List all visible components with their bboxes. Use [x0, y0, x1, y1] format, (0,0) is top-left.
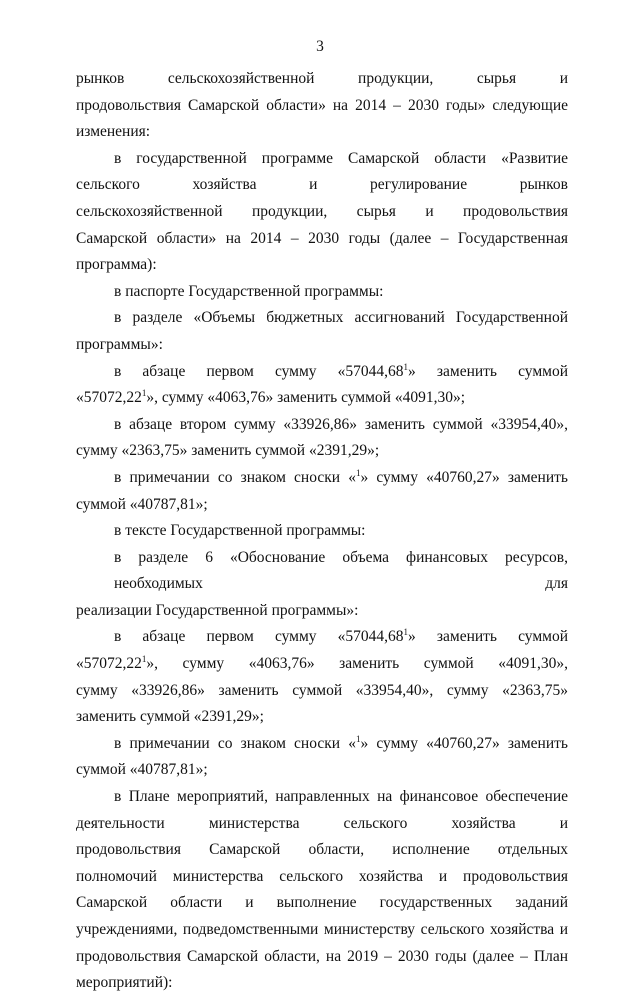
paragraph-first-clause	[76, 359, 568, 412]
text-line: в тексте Государственной программы:	[114, 522, 366, 540]
text-line: продовольствия Самарской области, на 2019 – 2030 годы (далее – План мероприятий):	[76, 947, 568, 992]
footnote-mark: 1	[403, 361, 409, 372]
text-line: рынков сельскохозяйственной продукции, сырья и	[76, 70, 568, 87]
text-line: в разделе 6 «Обоснование объема финансовых ресурсов, необходимых для	[114, 548, 568, 593]
text-line: суммой «40787,81»;	[76, 761, 208, 779]
text-line: сумму «33926,86» заменить суммой «33954,40», сумму «2363,75» заменить суммой «2391,29»;	[76, 681, 568, 726]
footnote-mark: 1	[355, 733, 361, 744]
text-line: в абзаце втором сумму «33926,86» заменить суммой «33954,40»,	[114, 415, 568, 433]
document-body	[76, 66, 568, 997]
text-line: деятельности министерства сельского хозяйства и	[76, 814, 568, 832]
paragraph-program-text	[76, 518, 568, 545]
text-line: в примечании со знаком сноски «$^1$» сумму «40760,27» заменить	[114, 733, 568, 752]
footnote-mark: 1	[355, 467, 361, 478]
text-line: реализации Государственной программы»:	[76, 601, 359, 619]
text-line: в паспорте Государственной программы:	[114, 282, 384, 300]
paragraph-second-clause	[76, 412, 568, 465]
text-line: продовольствия Самарской области» на 2014 – 2030 годы» следующие изменения:	[76, 96, 568, 141]
text-line: в Плане мероприятий, направленных на финансовое обеспечение	[114, 788, 568, 806]
text-line: «57072,22$^1$», сумму «4063,76» заменить суммой «4091,30»,	[76, 654, 568, 673]
footnote-mark: 1	[403, 627, 409, 638]
text-line: полномочий министерства сельского хозяйства и продовольствия	[76, 867, 568, 885]
text-line: программы»:	[76, 335, 163, 353]
paragraph-passport	[76, 279, 568, 306]
text-line: в абзаце первом сумму «57044,68$^1$» заменить суммой	[114, 627, 568, 646]
text-line: продовольствия Самарской области, исполнение отдельных	[76, 841, 568, 859]
text-line: в государственной программе Самарской области «Развитие	[114, 149, 568, 167]
paragraph-plan	[76, 784, 568, 997]
text-line: сумму «2363,75» заменить суммой «2391,29»;	[76, 442, 380, 460]
text-line: суммой «40787,81»;	[76, 495, 208, 513]
paragraph-intro	[76, 66, 568, 146]
footnote-mark: 1	[141, 654, 147, 665]
text-line: Самарской области» на 2014 – 2030 годы (далее – Государственная программа):	[76, 229, 568, 274]
paragraph-section-6	[76, 545, 568, 625]
text-line: сельского хозяйства и регулирование рынков	[76, 176, 568, 194]
paragraph-state-program	[76, 146, 568, 279]
text-line: Самарской области и выполнение государственных заданий	[76, 894, 568, 912]
paragraph-first-clause-2	[76, 624, 568, 730]
text-line: в примечании со знаком сноски «$^1$» сумму «40760,27» заменить	[114, 467, 568, 486]
text-line: сельскохозяйственной продукции, сырья и продовольствия	[76, 202, 568, 220]
text-line: учреждениями, подведомственными министерству сельского хозяйства и	[76, 921, 568, 938]
text-line: в абзаце первом сумму «57044,68$^1$» заменить суммой	[114, 361, 568, 380]
paragraph-section-volumes	[76, 305, 568, 358]
page-number: 3	[316, 38, 324, 55]
paragraph-footnote-note	[76, 465, 568, 518]
text-line: «57072,22$^1$», сумму «4063,76» заменить суммой «4091,30»;	[76, 388, 466, 407]
paragraph-footnote-note-2	[76, 731, 568, 784]
text-line: в разделе «Объемы бюджетных ассигнований Государственной	[114, 309, 568, 327]
footnote-mark: 1	[141, 388, 147, 399]
